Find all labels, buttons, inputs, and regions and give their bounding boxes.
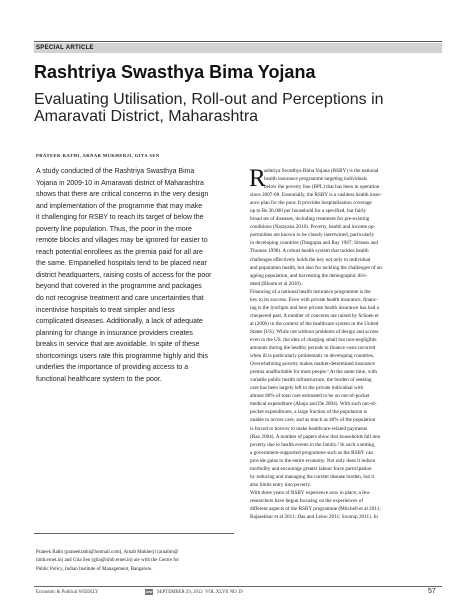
abstract-line: it challenging for RSBY to reach its target of below the — [36, 214, 204, 222]
abstract-line: functional healthcare system to the poor. — [36, 375, 162, 383]
body-line: broad set of diseases, including treatment for pre-existing — [250, 216, 370, 223]
article-title: Rashtriya Swasthya Bima Yojana — [34, 62, 316, 82]
body-line: amounts during the healthy periods to finance costs incurred — [250, 345, 376, 352]
author-footnote — [36, 549, 236, 574]
body-line: a government-supported programme such as the RSBY can — [250, 449, 373, 456]
abstract-line: shows that there are critical concerns in the very design — [36, 191, 209, 199]
article-subtitle — [34, 91, 384, 125]
abstract-line: underlies the importance of providing access to a — [36, 364, 189, 372]
body-line: unable to access care, and as much as 40% of the population — [250, 417, 376, 424]
subtitle-line: Evaluating Utilisation, Roll-out and Perceptions in — [34, 91, 384, 108]
body-line: medical expenditure (Ahuja and De 2004). With such out-of- — [250, 401, 377, 408]
abstract-line: planning for change in insurance providers creates — [36, 329, 193, 337]
body-line: morbidity and encourage greater labour force participation — [250, 465, 372, 472]
footer-rule — [34, 586, 442, 587]
body-line: below the poverty line (BPL) that has been in operation — [264, 184, 380, 191]
body-line: is forced to borrow to make healthcare-related payments — [250, 425, 368, 432]
body-line: health insurance programme targeting individuals — [264, 176, 368, 183]
abstract-line: district headquarters, raising costs of access for the poor — [36, 271, 212, 279]
abstract-line: reach potential enrollees as the premia paid for all are — [36, 248, 203, 256]
body-line: portunities are known to be closely intertwined, particularly — [250, 232, 375, 239]
body-line: different aspects of the RSBY programme (Mitchell et al 2011; — [250, 505, 381, 512]
abstract — [36, 166, 232, 385]
top-rule — [34, 41, 442, 42]
footnote-line: iimb.ernet.in) and Gita Sen (gita@iimb.ernet.in) are with the Centre for — [36, 558, 180, 564]
issue-date: SEPTEMBER 29, 2012 — [157, 590, 203, 595]
body-line: States (US). While not without problems of design and access — [250, 328, 379, 335]
body-line: ance plan for the poor. It provides hospitalisation coverage — [250, 200, 372, 207]
body-line: and population health, but also for tackling the challenges of an — [250, 264, 382, 271]
body-line: since 2007-08. Essentially, the RSBY is a cashless health insur- — [250, 192, 382, 199]
body-line: premia unaffordable for most people.¹ At the same time, with — [250, 369, 377, 376]
body-line: Thomas 1998). A robust health system that tackles health — [250, 248, 369, 255]
body-line: variable public health infrastructure, the burden of seeking — [250, 377, 372, 384]
body-line: key to its success. Even with private health insurance, financ- — [250, 296, 378, 303]
abstract-line: and implementation of the programme that may make — [36, 202, 203, 210]
body-line: poverty due to health events in the family.² In such a setting, — [250, 441, 376, 448]
body-line: in developing countries (Dasgupta and Ray 1987; Strauss and — [250, 240, 378, 247]
body-line: up to Rs 30,000 per household for a specified, but fairly — [250, 208, 367, 215]
body-line: Overwhelming poverty makes market-determined insurance — [250, 361, 375, 368]
body-line: pocket expenditures, a large fraction of the population is — [250, 409, 368, 416]
body-line: al (2006) in the context of the healthcare system in the United — [250, 320, 379, 327]
volume-number: VOL XLVII NO 39 — [205, 590, 243, 595]
body-line: almost 80% of total care estimated to be on out-of-pocket — [250, 393, 370, 400]
body-line: dend (Bloom et al 2010). — [250, 280, 303, 287]
body-line: by reducing and managing the current disease burden, but it — [250, 473, 375, 480]
body-line: Rajasekhar et al 2011; Das and Leino 2011; Swarup 2011). In — [250, 514, 378, 521]
body-line: (Rao 2004). A number of papers show that households fall into — [250, 433, 381, 440]
section-label: SPECIAL ARTICLE — [36, 45, 94, 51]
journal-name: Economic & Political WEEKLY — [36, 590, 99, 595]
abstract-line: breaks in service that are avoidable. In spite of these — [36, 341, 200, 349]
body-line: challenges effectively holds the key not only to individual — [250, 256, 371, 263]
body-line: researchers have begun focusing on the experiences of — [250, 497, 364, 504]
body-line: Financing of a national health insurance programme is the — [250, 288, 371, 295]
abstract-line: incentivise hospitals to treat simpler and less — [36, 306, 175, 314]
body-line: conditions (Narayana 2010). Poverty, health and income op- — [250, 224, 376, 231]
body-line: provide gains to the entire economy. Not only does it reduce — [250, 457, 376, 464]
footnote-line: Public Policy, Indian Institute of Management, Bangalore. — [36, 566, 153, 572]
body-line: even in the US, the idea of charging small but non-negligible — [250, 336, 377, 343]
body-line: With three years of RSBY experience now in place, a few — [250, 489, 370, 496]
abstract-line: Yojana in 2009-10 in Amaravati district of Maharashtra — [36, 179, 204, 187]
footnote-rule — [34, 533, 234, 534]
abstract-line: the same. Empanelled hospitals tend to be placed near — [36, 260, 207, 268]
abstract-line: remote blocks and villages may be ignored for easier to — [36, 237, 208, 245]
body-line: also limits entry into poverty. — [250, 481, 311, 488]
abstract-line: do not recognise treatment and care uncertainties that — [36, 295, 204, 303]
footnote-line: Prateek Rathi (prateekrathi@hotmail.com), Arnab Mukherji (arnabm@ — [36, 550, 179, 555]
body-line: when ill is particularly problematic in developing countries. — [250, 353, 375, 360]
body-line: chequered past. A number of concerns are raised by Schoen et — [250, 312, 379, 319]
section-bar — [34, 43, 442, 53]
body-line: ageing population, and harvesting the demographic divi- — [250, 272, 368, 279]
body-text — [250, 167, 442, 521]
page-number: 57 — [428, 588, 436, 595]
body-line: care has been largely left to the private individual with — [250, 385, 364, 392]
epw-logo: EPW — [145, 590, 153, 594]
abstract-line: shortcomings users rate this programme highly and this — [36, 352, 208, 360]
abstract-line: complicated diseases. Additionally, a lack of adequate — [36, 318, 203, 326]
abstract-line: A study conducted of the Rashtriya Swasthya Bima — [36, 168, 195, 175]
subtitle-line: Amaravati District, Maharashtra — [34, 108, 259, 125]
body-line: ing is the lynchpin and here private health insurance has had a — [250, 304, 379, 311]
abstract-line: poverty line population. Thus, the poor in the more — [36, 225, 192, 233]
abstract-line: beyond that covered in the programme and packages — [36, 283, 202, 291]
author-line: PRATEEK RATHI, ARNAB MUKHERJI, GITA SEN — [36, 153, 160, 158]
drop-cap: R — [249, 165, 266, 192]
body-line: ashtriya Swasthya Bima Yojana (RSBY) is the national — [264, 168, 379, 174]
